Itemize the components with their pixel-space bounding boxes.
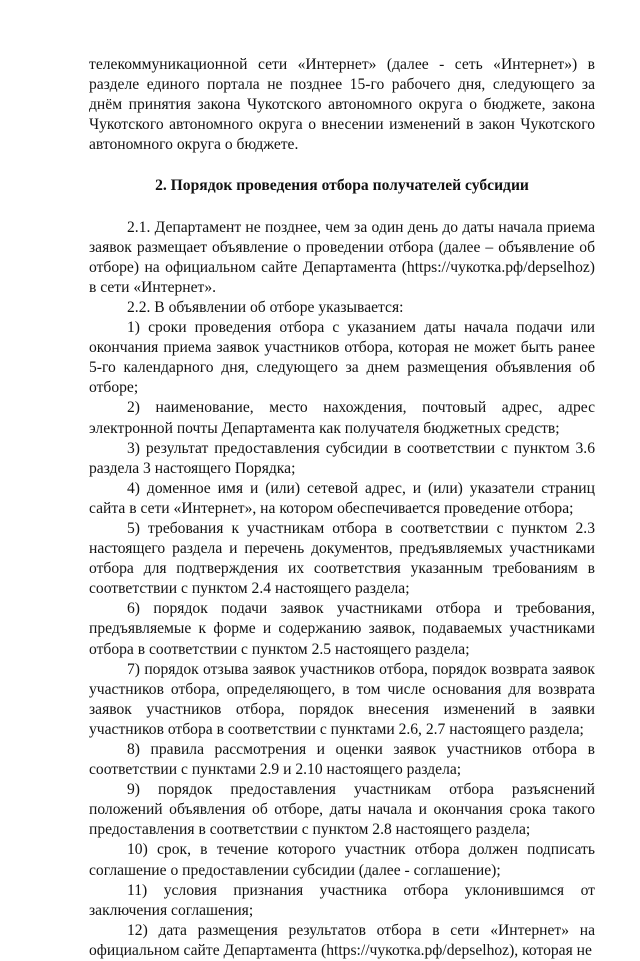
- paragraph-2-2: 2.2. В объявлении об отборе указывается:: [127, 298, 404, 316]
- document-page: [89, 55, 595, 961]
- list-item-8: 8) правила рассмотрения и оценки заявок участников отбора в соответствии с пунктами 2.9 и 2.10 настоящего раздела;: [89, 741, 595, 779]
- list-item-9: 9) порядок предоставления участникам отбора разъяснений положений объявления об отборе, даты начала и окончания срока такого предоставления в соответствии с пунктом 2.8 настоящего раздела;: [89, 781, 595, 839]
- list-item-10: 10) срок, в течение которого участник отбора должен подписать соглашение о предоставлении субсидии (далее - соглашение);: [89, 841, 595, 879]
- list-item-12: 12) дата размещения результатов отбора в сети «Интернет» на официальном сайте Департамента (https://чукотка.рф/depselhoz), которая не: [89, 921, 595, 959]
- list-item-6: 6) порядок подачи заявок участниками отбора и требования, предъявляемые к форме и содержанию заявок, подаваемых участниками отбора в соответствии с пунктом 2.5 настоящего раздела;: [89, 600, 595, 658]
- list-item-7: 7) порядок отзыва заявок участников отбора, порядок возврата заявок участников отбора, определяющего, в том числе основания для возврата заявок участников отбора, порядок внесения изменений в заявки участников отбора в соответствии с пунктами 2.6, 2.7 настоящего раздела;: [89, 660, 595, 738]
- list-item-1: 1) сроки проведения отбора с указанием даты начала подачи или окончания приема заявок участников отбора, которая не может быть ранее 5-го календарного дня, следующего за днем размещения объявления об отборе;: [89, 319, 595, 397]
- list-item-2: 2) наименование, место нахождения, почтовый адрес, адрес электронной почты Департамента как получателя бюджетных средств;: [89, 399, 595, 437]
- intro-paragraph: телекоммуникационной сети «Интернет» (далее - сеть «Интернет») в разделе единого портала не позднее 15-го рабочего дня, следующего за днём принятия закона Чукотского автономного округа о бюджете, закона Чукотского автономного округа о внесении изменений в закон Чукотского автономного округа о бюджете.: [89, 56, 595, 154]
- list-item-11: 11) условия признания участника отбора уклонившимся от заключения соглашения;: [89, 881, 595, 919]
- list-item-5: 5) требования к участникам отбора в соответствии с пунктом 2.3 настоящего раздела и перечень документов, предъявляемых участниками отбора для подтверждения их соответствия указанным требованиям в соответствии с пунктом 2.4 настоящего раздела;: [89, 519, 595, 598]
- list-item-4: 4) доменное имя и (или) сетевой адрес, и (или) указатели страниц сайта в сети «Интернет», на котором обеспечивается проведение отбора;: [89, 479, 595, 517]
- section-heading: 2. Порядок проведения отбора получателей субсидии: [155, 177, 529, 195]
- paragraph-2-1: 2.1. Департамент не позднее, чем за один день до даты начала приема заявок размещает объявление о проведении отбора (далее – объявление об отборе) на официальном сайте Департамента (https://чукотка.рф/depselhoz) в сети «Интернет».: [89, 218, 595, 296]
- list-item-3: 3) результат предоставления субсидии в соответствии с пунктом 3.6 раздела 3 настоящего Порядка;: [89, 439, 595, 477]
